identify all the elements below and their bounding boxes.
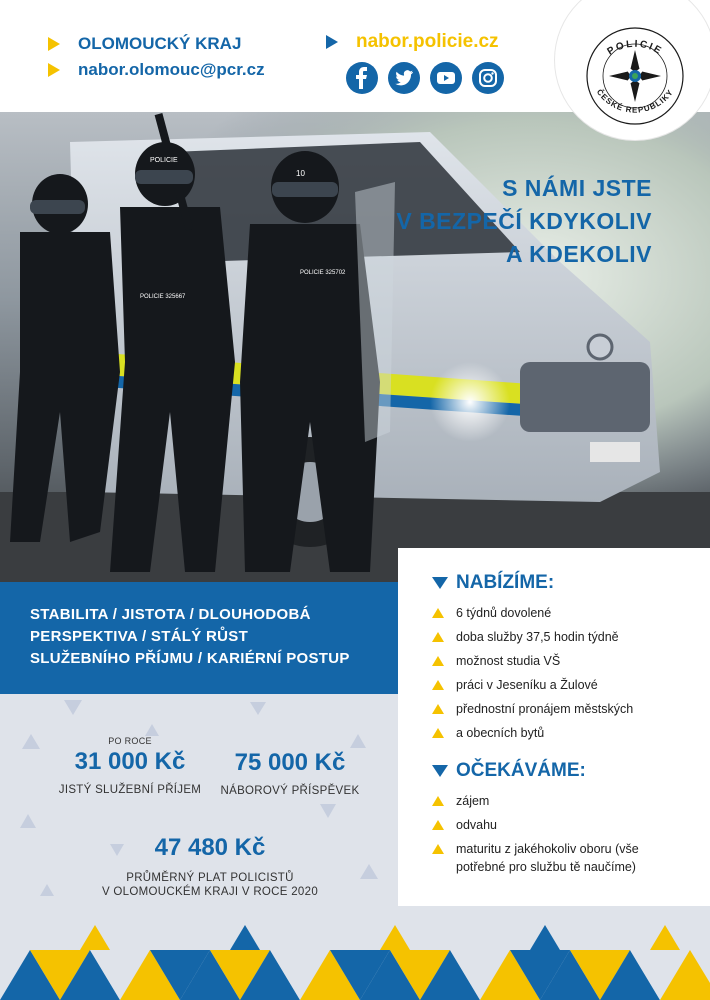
- headline: [396, 172, 652, 271]
- expect-title: OČEKÁVÁME:: [432, 760, 690, 782]
- website-row: [326, 31, 499, 53]
- yellow-triangle-icon: [432, 608, 444, 618]
- salary-amount-2: 75 000 Kč: [234, 749, 346, 776]
- salary-block-3: [60, 834, 360, 898]
- decor-triangle-icon: [20, 814, 36, 828]
- benefits-band: [0, 582, 398, 694]
- headline-line-2: V BEZPEČÍ KDYKOLIV: [396, 208, 652, 234]
- badge-2: POLICIE 325702: [300, 270, 346, 276]
- badge-1: POLICIE 325667: [140, 294, 186, 300]
- yellow-triangle-icon: [432, 728, 444, 738]
- blue-arrow-icon: [326, 35, 338, 49]
- yellow-triangle-icon: [432, 680, 444, 690]
- band-line-2: PERSPEKTIVA / STÁLÝ RŮST: [30, 628, 249, 645]
- facebook-icon[interactable]: [346, 62, 378, 94]
- salary-amount-1: 31 000 Kč: [74, 748, 186, 775]
- decor-triangle-icon: [320, 804, 336, 818]
- helmet-label: POLICIE: [150, 157, 178, 164]
- instagram-icon[interactable]: [472, 62, 504, 94]
- youtube-icon[interactable]: [430, 62, 462, 94]
- list-item: přednostní pronájem městských: [432, 700, 690, 718]
- yellow-triangle-icon: [432, 844, 444, 854]
- yellow-arrow-icon: [48, 63, 60, 77]
- yellow-triangle-icon: [432, 704, 444, 714]
- triangle-pattern-strip: [0, 910, 710, 1000]
- list-item: možnost studia VŠ: [432, 652, 690, 670]
- emblem-text-bottom: ČESKÉ REPUBLIKY: [594, 87, 676, 115]
- down-triangle-icon: [432, 765, 448, 777]
- salary-amount-3: 47 480 Kč: [154, 834, 266, 861]
- helmet-number: 10: [296, 169, 305, 178]
- expect-list: [432, 792, 690, 876]
- offer-card: [398, 548, 710, 906]
- yellow-arrow-icon: [48, 37, 60, 51]
- yellow-triangle-icon: [432, 656, 444, 666]
- decor-triangle-icon: [145, 724, 159, 736]
- headline-line-3: A KDEKOLIV: [506, 241, 652, 267]
- yellow-triangle-icon: [432, 632, 444, 642]
- emblem-text-top: POLICIE: [605, 38, 665, 58]
- decor-triangle-icon: [40, 884, 54, 896]
- region-row: [48, 34, 241, 54]
- headline-line-1: S NÁMI JSTE: [502, 175, 652, 201]
- twitter-icon[interactable]: [388, 62, 420, 94]
- decor-triangle-icon: [350, 734, 366, 748]
- yellow-triangle-icon: [432, 820, 444, 830]
- after-year-label: PO ROCE: [108, 736, 152, 746]
- decor-triangle-icon: [250, 702, 266, 715]
- salary-block-1: [50, 736, 210, 796]
- offer-list: [432, 604, 690, 742]
- region-label: OLOMOUCKÝ KRAJ: [78, 34, 242, 53]
- social-links: [346, 62, 504, 94]
- star-emblem-icon: [555, 0, 710, 140]
- salary-label-1: JISTÝ SLUŽEBNÍ PŘÍJEM: [58, 784, 202, 796]
- list-item: zájem: [432, 792, 690, 810]
- salary-label-2: NÁBOROVÝ PŘÍSPĚVEK: [220, 785, 360, 797]
- salary-label-3-line-2: V OLOMOUCKÉM KRAJI V ROCE 2020: [101, 886, 319, 898]
- band-line-1: STABILITA / JISTOTA / DLOUHODOBÁ: [30, 606, 311, 623]
- list-item: odvahu: [432, 816, 690, 834]
- salary-block-2: [205, 749, 375, 797]
- list-item: maturitu z jakéhokoliv oboru (vše potřebné pro službu tě naučíme): [432, 840, 690, 876]
- list-item: 6 týdnů dovolené: [432, 604, 690, 622]
- decor-triangle-icon: [22, 734, 40, 749]
- salary-label-3-line-1: PRŮMĚRNÝ PLAT POLICISTŮ: [126, 872, 294, 884]
- band-line-3: SLUŽEBNÍHO PŘÍJMU / KARIÉRNÍ POSTUP: [30, 650, 350, 667]
- email-link[interactable]: nabor.olomouc@pcr.cz: [78, 60, 265, 79]
- police-emblem: [555, 0, 710, 140]
- down-triangle-icon: [432, 577, 448, 589]
- yellow-triangle-icon: [432, 796, 444, 806]
- email-row: [48, 60, 265, 80]
- list-item: a obecních bytů: [432, 724, 690, 742]
- decor-triangle-icon: [360, 864, 378, 879]
- list-item: doba služby 37,5 hodin týdně: [432, 628, 690, 646]
- website-link[interactable]: nabor.policie.cz: [356, 31, 499, 52]
- list-item: práci v Jeseníku a Žulové: [432, 676, 690, 694]
- offer-title: NABÍZÍME:: [432, 572, 690, 594]
- decor-triangle-icon: [64, 700, 82, 715]
